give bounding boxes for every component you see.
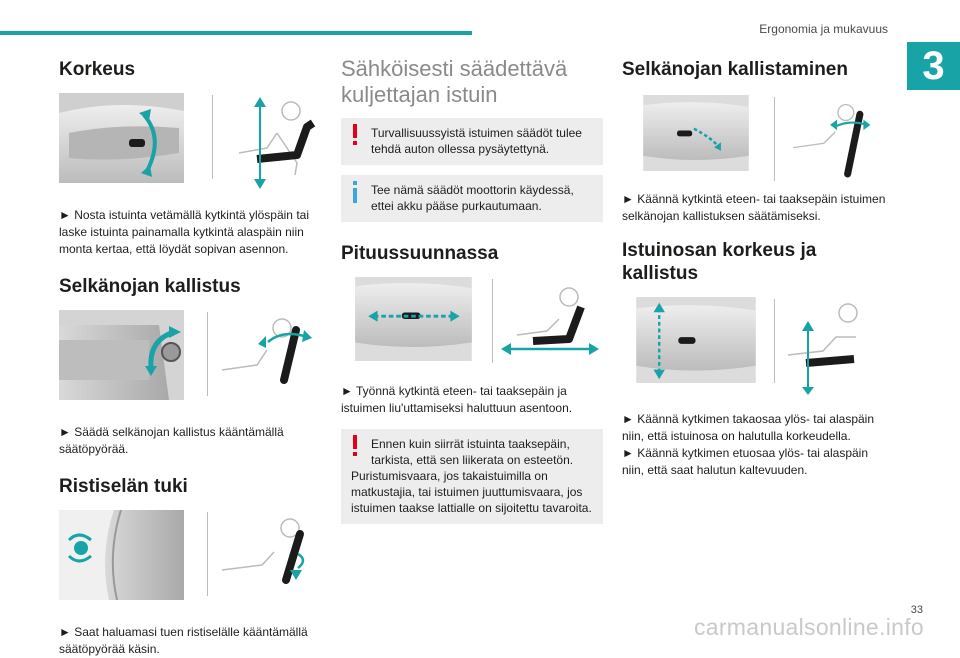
heading-selkanojan-kallistaminen: Selkänojan kallistaminen: [622, 59, 848, 80]
lumbar-wheel-photo: [59, 510, 184, 600]
text-ristiselan-tuki: ► Saat haluamasi tuen ristiselälle kääntämällä säätöpyörää käsin.: [59, 625, 308, 656]
warning-icon: [352, 124, 358, 146]
seat-height-lever-photo: [59, 93, 184, 183]
text-istuinosan-2: ► Käännä kytkimen etuosaa ylös- tai alaspäin niin, että saat halutun kaltevuuden.: [622, 446, 869, 477]
backrest-switch-photo: [622, 95, 770, 171]
heading-pituussuunnassa: Pituussuunnassa: [341, 243, 499, 264]
backrest-wheel-photo: [59, 310, 184, 400]
figure-istuinosan: [622, 297, 887, 397]
heading-sahkoisesti-line2: kuljettajan istuin: [341, 82, 498, 107]
warning-text-1: Turvallisuussyistä istuimen säädöt tulee tehdä auton ollessa pysäytettynä.: [371, 126, 582, 156]
seat-slide-diagram: [497, 277, 602, 375]
header-accent-bar: [0, 31, 472, 35]
watermark: carmanualsonline.info: [693, 614, 924, 640]
figure-ristiselan-tuki: [59, 510, 317, 610]
chapter-tab: 3: [907, 42, 960, 90]
seat-cushion-diagram: [778, 297, 883, 395]
column-1: [59, 54, 317, 658]
info-text-1: Tee nämä säädöt moottorin käydessä, ettei akku pääse purkautumaan.: [371, 183, 574, 213]
text-pituussuunnassa: ► Työnnä kytkintä eteen- tai taaksepäin ja istuimen liu'uttamiseksi haluttuun asentoon.: [341, 384, 573, 415]
text-korkeus: ► Nosta istuinta vetämällä kytkintä ylöspäin tai laske istuinta painamalla kytkintä alaspäin niin monta kertaa, että löydät sopivan asennon.: [59, 208, 309, 256]
seat-slide-switch-photo: [341, 277, 486, 361]
heading-ristiselan-tuki: Ristiselän tuki: [59, 476, 188, 497]
info-icon: [352, 181, 358, 203]
heading-korkeus: Korkeus: [59, 59, 136, 80]
heading-istuinosan-line2: kallistus: [622, 263, 699, 284]
figure-selkanojan-kallistus: [59, 310, 317, 410]
column-2: [341, 54, 603, 534]
text-selkanojan-kallistaminen: ► Käännä kytkintä eteen- tai taaksepäin istuimen selkänojan kallistuksen säätämiseksi.: [622, 192, 886, 223]
figure-divider: [212, 95, 213, 179]
heading-selkanojan-kallistus: Selkänojan kallistus: [59, 276, 241, 297]
figure-pituussuunnassa: [341, 277, 603, 369]
figure-divider: [207, 312, 208, 396]
section-title: Ergonomia ja mukavuus: [759, 22, 888, 36]
column-3: [622, 54, 887, 479]
warning-icon: [352, 435, 358, 457]
figure-divider: [774, 97, 775, 181]
seat-cushion-switch-photo: [622, 297, 770, 383]
page-number: 33: [910, 604, 923, 616]
warning-text-2b: Puristumisvaara, jos takaistuimilla on matkustajia, tai istuimen juuttumisvaara, jos istuimen taakse lattialle on sijoitettu tavaroita.: [351, 469, 592, 515]
figure-selkanojan-kallistaminen: [622, 95, 887, 177]
backrest-electric-diagram: [778, 95, 883, 181]
figure-divider: [207, 512, 208, 596]
figure-korkeus: [59, 93, 317, 193]
text-selkanojan-kallistus: ► Säädä selkänojan kallistus kääntämällä säätöpyörää.: [59, 425, 284, 456]
backrest-tilt-diagram: [212, 310, 317, 408]
figure-divider: [774, 299, 775, 383]
figure-divider: [492, 279, 493, 363]
warning-note-1: [341, 118, 603, 165]
warning-text-2a: Ennen kuin siirrät istuinta taaksepäin, tarkista, että sen liikerata on esteetön.: [371, 437, 574, 467]
heading-sahkoisesti-line1: Sähköisesti säädettävä: [341, 56, 568, 81]
warning-note-2: [341, 429, 603, 524]
heading-istuinosan-line1: Istuinosan korkeus ja: [622, 240, 817, 261]
text-istuinosan-1: ► Käännä kytkimen takaosaa ylös- tai alaspäin niin, että istuinosa on halutulla korkeudella.: [622, 412, 875, 443]
seat-height-diagram: [217, 93, 322, 191]
lumbar-support-diagram: [212, 510, 317, 608]
info-note-1: [341, 175, 603, 222]
